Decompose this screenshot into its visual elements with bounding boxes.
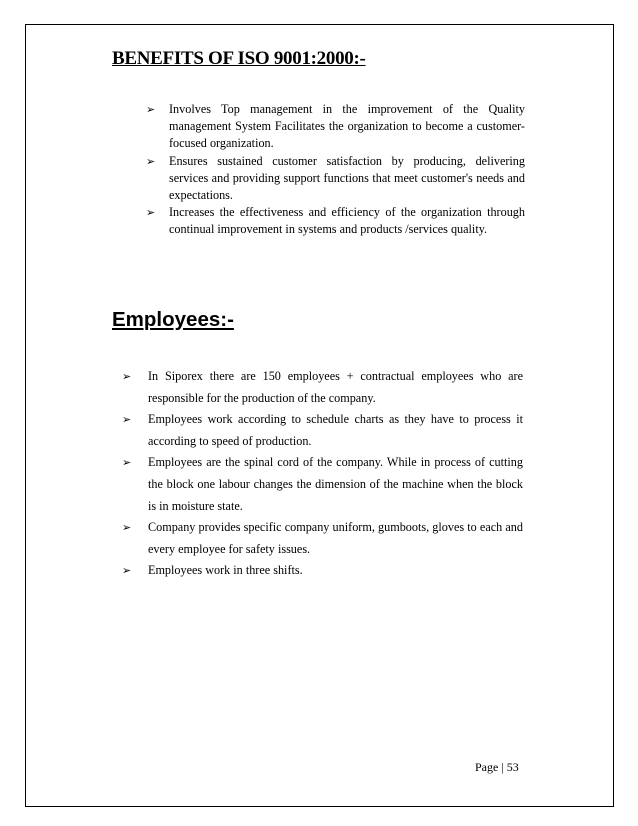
- list-item-text: Involves Top management in the improvement of the Quality management System Facilitates the organization to become a customer-focused organization.: [169, 102, 525, 151]
- list-item: [122, 409, 523, 452]
- list-item-text: Employees work in three shifts.: [148, 563, 303, 578]
- list-item-text: Increases the effectiveness and efficiency of the organization through continual improvement in systems and products /services quality.: [169, 205, 525, 237]
- list-item-text: Employees are the spinal cord of the company. While in process of cutting the block one labour changes the dimension of the machine when the block is in moisture state.: [148, 455, 523, 513]
- section-title-employees: Employees:-: [112, 308, 234, 331]
- arrowhead-bullet-icon: ➢: [146, 154, 156, 168]
- arrowhead-bullet-icon: ➢: [122, 413, 132, 427]
- section-title-iso-benefits: BENEFITS OF ISO 9001:2000:-: [112, 48, 366, 69]
- list-item-text: Employees work according to schedule charts as they have to process it according to speed of production.: [148, 412, 523, 448]
- arrowhead-bullet-icon: ➢: [122, 521, 132, 535]
- list-item: [146, 101, 525, 153]
- arrowhead-bullet-icon: ➢: [146, 206, 156, 220]
- page-number: Page | 53: [475, 760, 519, 774]
- list-item: [146, 204, 525, 238]
- arrowhead-bullet-icon: ➢: [122, 564, 132, 578]
- list-item-text: In Siporex there are 150 employees + contractual employees who are responsible for the production of the company.: [148, 369, 523, 405]
- list-item-text: Company provides specific company uniform, gumboots, gloves to each and every employee for safety issues.: [148, 520, 523, 556]
- iso-benefits-list: [146, 101, 525, 239]
- arrowhead-bullet-icon: ➢: [122, 370, 132, 383]
- arrowhead-bullet-icon: ➢: [146, 103, 156, 116]
- list-item: [122, 366, 523, 409]
- list-item-text: Ensures sustained customer satisfaction by producing, delivering services and providing support functions that meet customer's needs and expectations.: [169, 153, 525, 203]
- list-item: [122, 452, 523, 517]
- list-item: [122, 517, 523, 560]
- arrowhead-bullet-icon: ➢: [122, 456, 132, 470]
- list-item: [146, 153, 525, 205]
- list-item: [122, 560, 523, 582]
- employees-list: [122, 366, 523, 582]
